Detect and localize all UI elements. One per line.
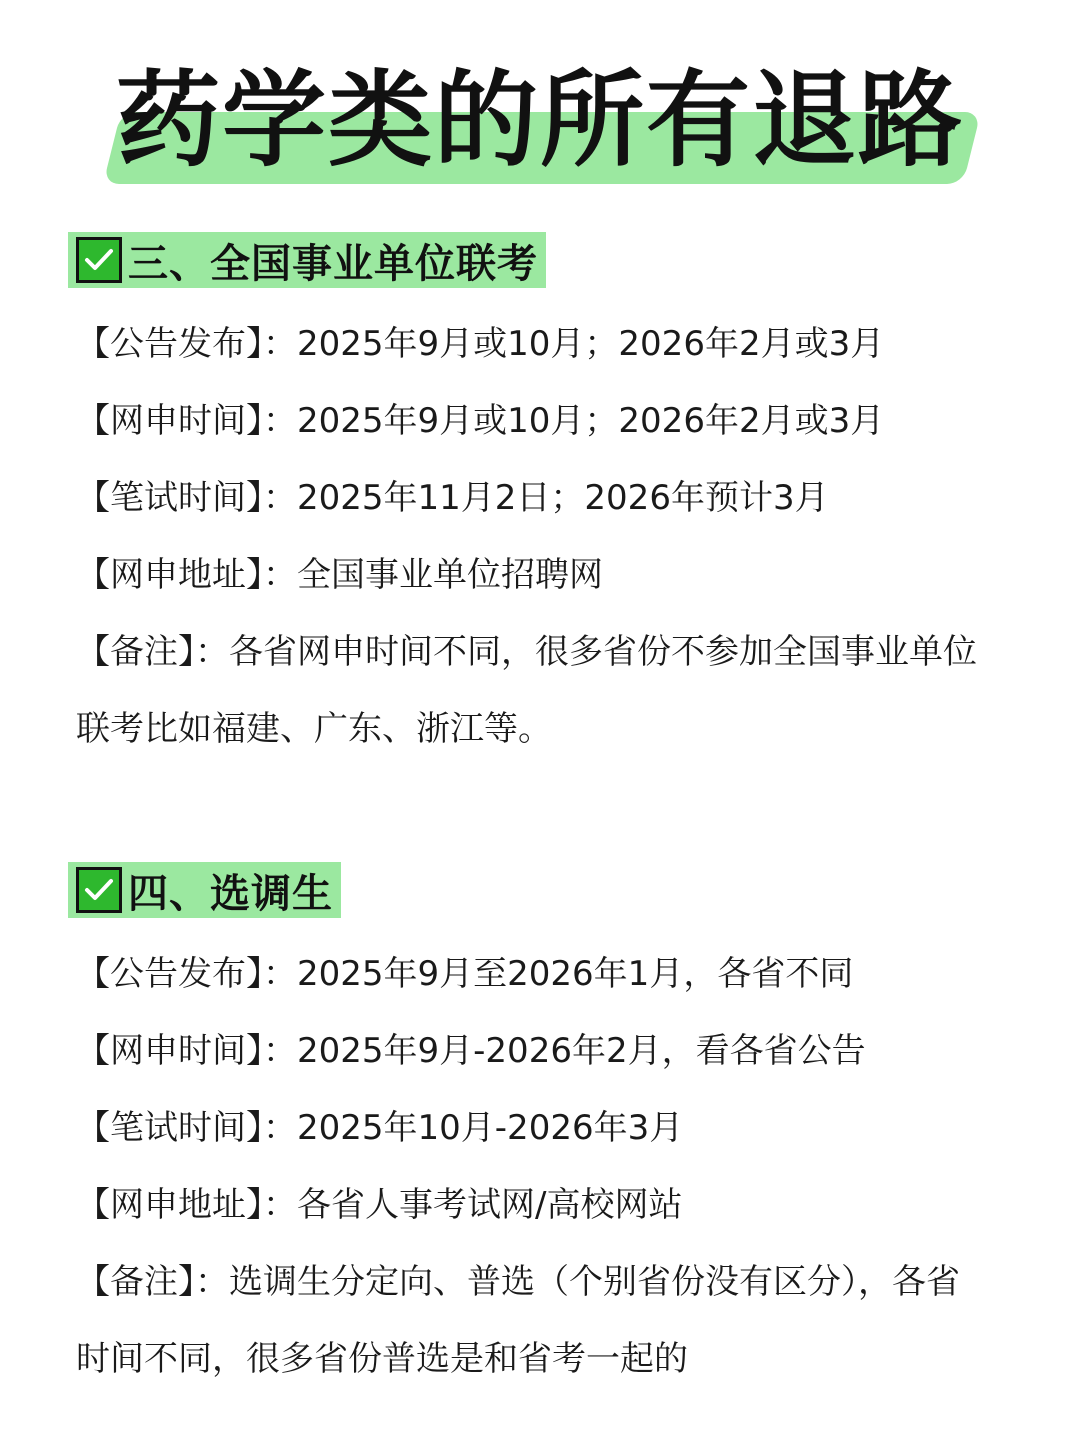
note-text-line-1: 各省网申时间不同，很多省份不参加全国事业单位 — [229, 632, 977, 672]
row-value: 2025年9月或10月；2026年2月或3月 — [297, 401, 885, 441]
row-separator: ： — [263, 324, 297, 364]
row-label: 【公告发布】 — [76, 324, 263, 364]
info-row — [76, 322, 884, 366]
info-row — [76, 399, 884, 443]
note-text-line-2: 联考比如福建、广东、浙江等。 — [76, 709, 552, 749]
page-title-block — [0, 52, 1080, 192]
row-value: 2025年11月2日；2026年预计3月 — [297, 478, 829, 518]
note-separator: ： — [195, 1262, 229, 1302]
note-continuation — [76, 1337, 1036, 1381]
row-separator: ： — [263, 401, 297, 441]
row-separator: ： — [263, 954, 297, 994]
row-label: 【网申地址】 — [76, 1185, 263, 1225]
section-title: 四、选调生 — [128, 870, 333, 917]
note-separator: ： — [195, 632, 229, 672]
row-value: 2025年9月或10月；2026年2月或3月 — [297, 324, 885, 364]
check-box-icon — [76, 867, 122, 913]
row-label: 【公告发布】 — [76, 954, 263, 994]
row-label: 【笔试时间】 — [76, 478, 263, 518]
row-label: 【网申时间】 — [76, 1031, 263, 1071]
note-label: 【备注】 — [76, 632, 195, 672]
row-value: 2025年9月至2026年1月，各省不同 — [297, 954, 854, 994]
note-continuation — [76, 707, 1036, 751]
row-value: 各省人事考试网/高校网站 — [297, 1185, 683, 1225]
row-value: 全国事业单位招聘网 — [297, 555, 603, 595]
info-row — [76, 952, 853, 996]
info-row — [76, 1106, 683, 1150]
section-header-4 — [68, 862, 341, 918]
row-label: 【网申地址】 — [76, 555, 263, 595]
section-header-3 — [68, 232, 546, 288]
row-separator: ： — [263, 1185, 297, 1225]
section-title: 三、全国事业单位联考 — [128, 240, 538, 287]
info-row — [76, 1029, 866, 1073]
row-separator: ： — [263, 1108, 297, 1148]
row-value: 2025年9月-2026年2月，看各省公告 — [297, 1031, 866, 1071]
page-title: 药学类的所有退路 — [115, 59, 964, 181]
row-separator: ： — [263, 1031, 297, 1071]
row-label: 【笔试时间】 — [76, 1108, 263, 1148]
info-row — [76, 553, 603, 597]
note-row — [76, 1260, 1036, 1304]
info-row — [76, 476, 829, 520]
info-row — [76, 1183, 682, 1227]
row-separator: ： — [263, 555, 297, 595]
note-row — [76, 630, 1036, 674]
row-label: 【网申时间】 — [76, 401, 263, 441]
note-text-line-1: 选调生分定向、普选（个别省份没有区分），各省 — [229, 1262, 960, 1302]
note-text-line-2: 时间不同，很多省份普选是和省考一起的 — [76, 1339, 688, 1379]
note-label: 【备注】 — [76, 1262, 195, 1302]
check-box-icon — [76, 237, 122, 283]
row-separator: ： — [263, 478, 297, 518]
row-value: 2025年10月-2026年3月 — [297, 1108, 684, 1148]
